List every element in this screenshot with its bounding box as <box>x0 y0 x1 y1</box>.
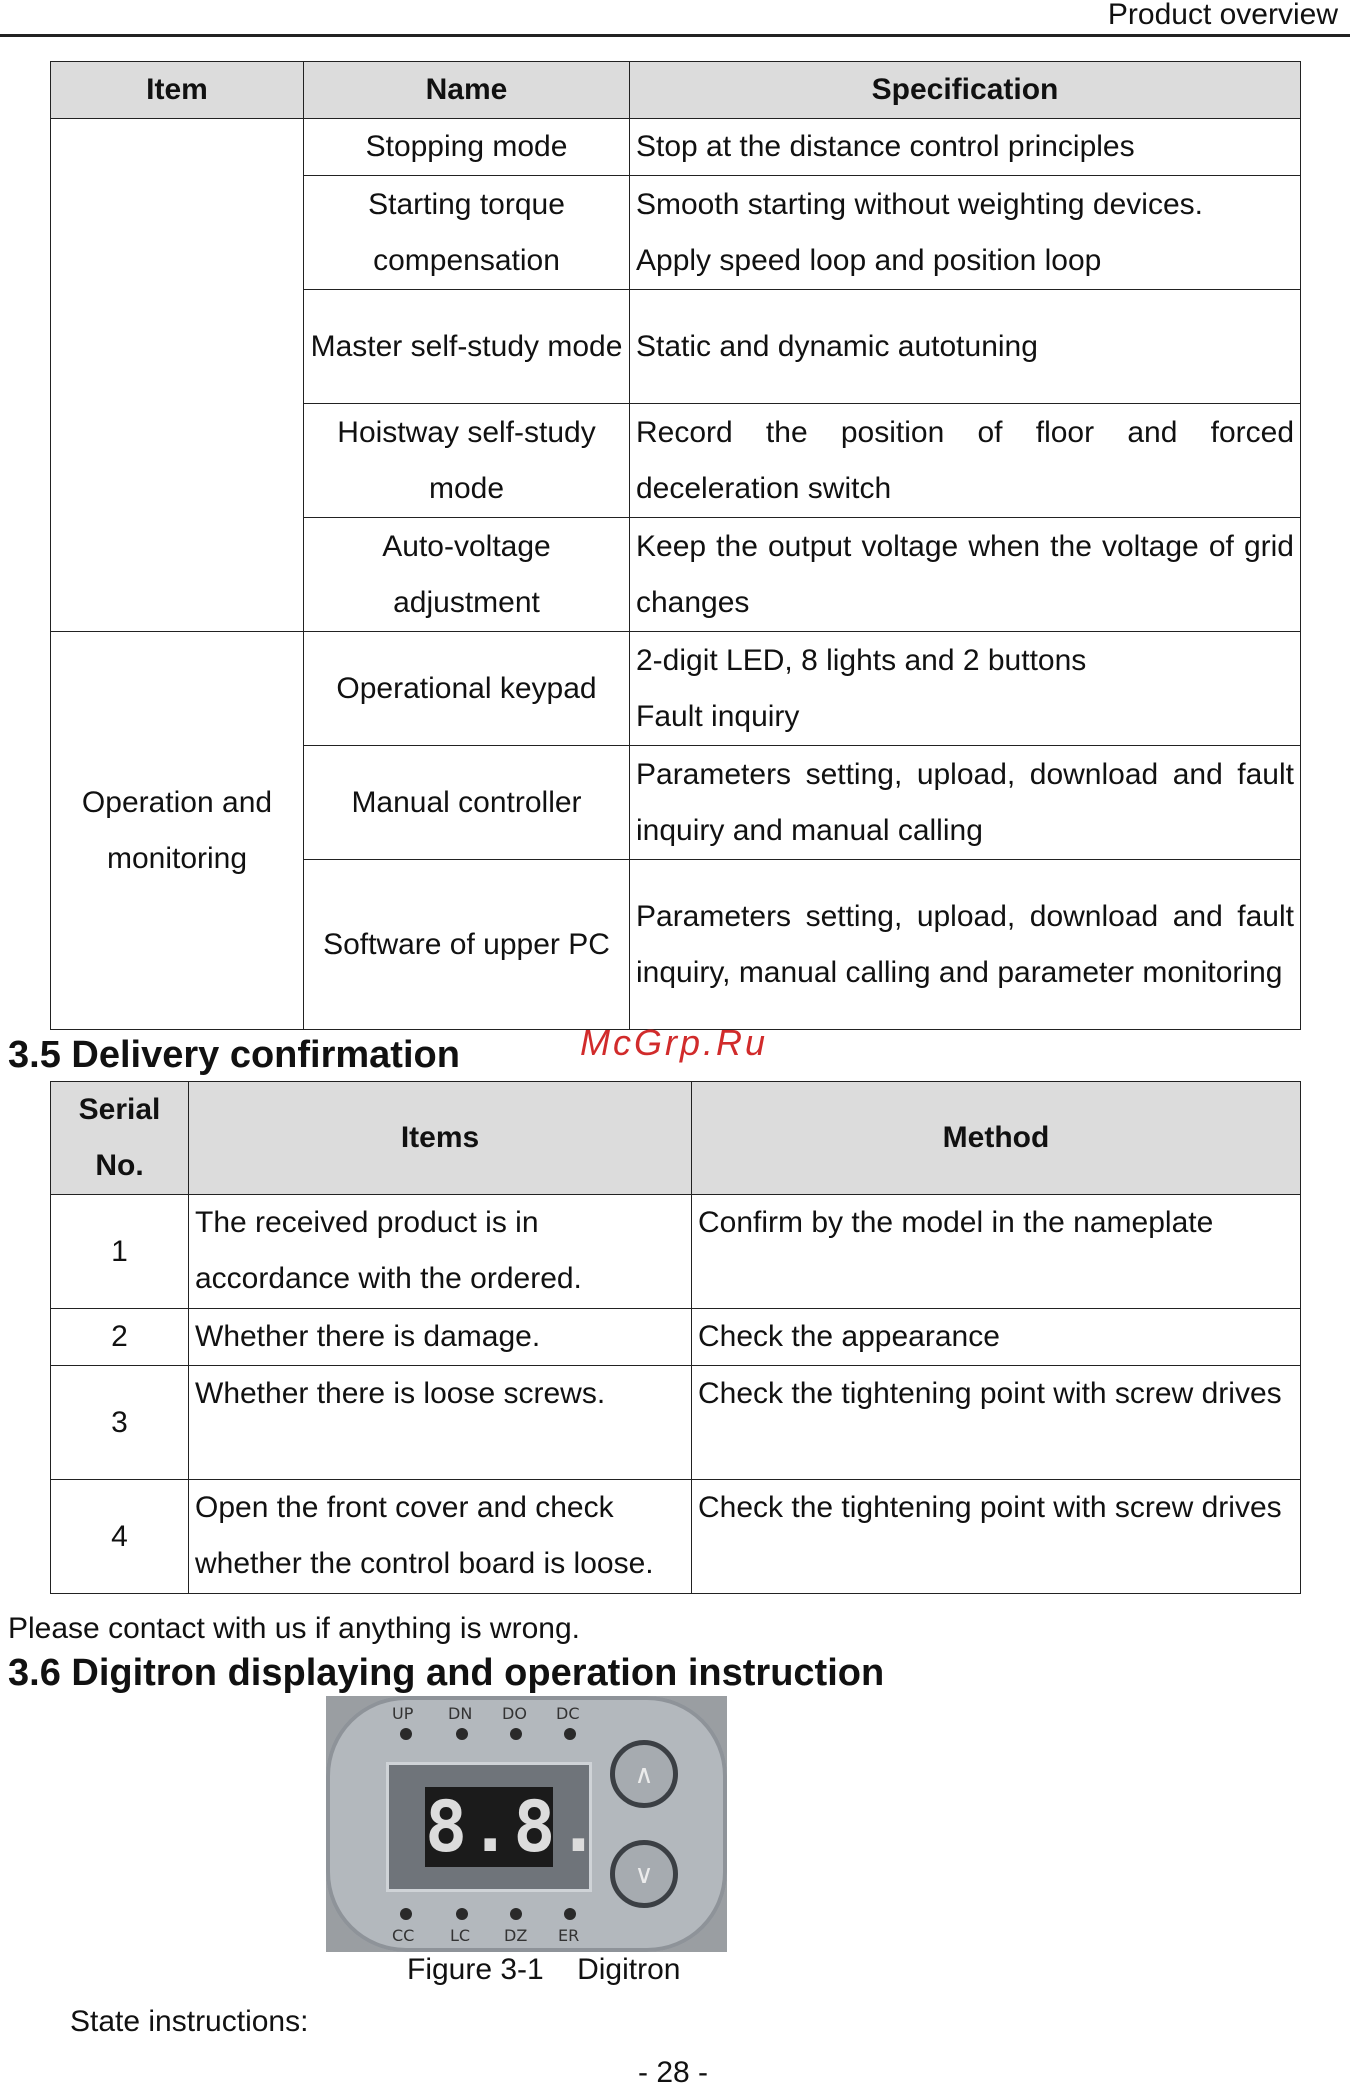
display-bezel <box>386 1762 602 1892</box>
name-cell: Master self-study mode <box>304 290 630 404</box>
table-row <box>51 1366 1301 1480</box>
keypad-panel <box>326 1696 727 1952</box>
led-indicator <box>456 1728 468 1740</box>
col-header-method: Method <box>692 1082 1301 1195</box>
col-header-serial: Serial No. <box>51 1082 189 1195</box>
name-cell: Manual controller <box>304 746 630 860</box>
spec-cell: Static and dynamic autotuning <box>630 290 1301 404</box>
name-cell: Hoistway self-study mode <box>304 404 630 518</box>
spec-cell: Parameters setting, upload, download and fault inquiry, manual calling and parameter monitoring <box>630 860 1301 1030</box>
watermark: McGrp.Ru <box>580 1022 769 1063</box>
spec-cell: Parameters setting, upload, download and fault inquiry and manual calling <box>630 746 1301 860</box>
section-heading-digitron: 3.6 Digitron displaying and operation instruction <box>8 1652 885 1694</box>
col-header-name: Name <box>304 62 630 119</box>
spec-line: Apply speed loop and position loop <box>636 243 1102 277</box>
table-header-row <box>51 62 1301 119</box>
table-row <box>51 1309 1301 1366</box>
led-label-up: UP <box>392 1704 414 1723</box>
name-cell: Stopping mode <box>304 119 630 176</box>
table-row <box>51 119 1301 176</box>
item-cell: Open the front cover and check whether the control board is loose. <box>189 1480 692 1594</box>
name-cell: Software of upper PC <box>304 860 630 1030</box>
name-cell: Operational keypad <box>304 632 630 746</box>
led-indicator <box>400 1728 412 1740</box>
spec-cell: Keep the output voltage when the voltage of grid changes <box>630 518 1301 632</box>
serial-cell: 4 <box>51 1480 189 1594</box>
table-row <box>51 632 1301 746</box>
spec-cell: Record the position of floor and forced deceleration switch <box>630 404 1301 518</box>
digitron-figure <box>326 1696 727 1952</box>
led-indicator <box>564 1728 576 1740</box>
section-heading-delivery: 3.5 Delivery confirmation <box>8 1034 460 1076</box>
col-header-items: Items <box>189 1082 692 1195</box>
item-cell: The received product is in accordance with the ordered. <box>189 1195 692 1309</box>
table-row <box>51 1480 1301 1594</box>
led-indicator <box>400 1908 412 1920</box>
method-cell: Check the tightening point with screw drives <box>692 1366 1301 1480</box>
figure-caption: Figure 3-1 Digitron <box>407 1953 681 1986</box>
led-label-cc: CC <box>392 1926 415 1945</box>
serial-cell: 1 <box>51 1195 189 1309</box>
col-header-item: Item <box>51 62 304 119</box>
running-header: Product overview <box>1107 0 1338 31</box>
seven-segment-display: 8.8. <box>425 1786 602 1868</box>
method-cell: Confirm by the model in the nameplate <box>692 1195 1301 1309</box>
delivery-table <box>50 1081 1301 1594</box>
method-cell: Check the tightening point with screw drives <box>692 1480 1301 1594</box>
col-header-specification: Specification <box>630 62 1301 119</box>
table-row <box>51 1195 1301 1309</box>
spec-cell: Stop at the distance control principles <box>630 119 1301 176</box>
table-header-row <box>51 1082 1301 1195</box>
name-cell: Auto-voltage adjustment <box>304 518 630 632</box>
led-label-dn: DN <box>448 1704 473 1723</box>
led-label-lc: LC <box>450 1926 471 1945</box>
down-arrow-icon[interactable]: ∨ <box>610 1840 678 1908</box>
led-label-er: ER <box>558 1926 580 1945</box>
spec-line: 2-digit LED, 8 lights and 2 buttons <box>636 643 1087 677</box>
led-indicator <box>456 1908 468 1920</box>
specification-table <box>50 61 1301 1030</box>
page-number: - 28 - <box>638 2056 709 2089</box>
led-label-dc: DC <box>556 1704 580 1723</box>
method-cell: Check the appearance <box>692 1309 1301 1366</box>
item-cell: Whether there is loose screws. <box>189 1366 692 1480</box>
spec-line: Fault inquiry <box>636 699 800 733</box>
spec-line: Smooth starting without weighting devices. <box>636 187 1203 221</box>
header-rule <box>0 34 1350 37</box>
item-cell: Whether there is damage. <box>189 1309 692 1366</box>
up-arrow-icon[interactable]: ∧ <box>610 1740 678 1808</box>
serial-cell: 3 <box>51 1366 189 1480</box>
led-indicator <box>564 1908 576 1920</box>
led-label-dz: DZ <box>504 1926 528 1945</box>
state-instructions-label: State instructions: <box>70 2005 309 2038</box>
led-indicator <box>510 1728 522 1740</box>
item-cell: Operation and monitoring <box>51 632 304 1030</box>
contact-note: Please contact with us if anything is wrong. <box>8 1612 580 1645</box>
spec-cell <box>630 176 1301 290</box>
spec-cell <box>630 632 1301 746</box>
serial-cell: 2 <box>51 1309 189 1366</box>
name-cell: Starting torque compensation <box>304 176 630 290</box>
led-label-do: DO <box>502 1704 527 1723</box>
led-indicator <box>510 1908 522 1920</box>
item-cell-empty <box>51 119 304 632</box>
